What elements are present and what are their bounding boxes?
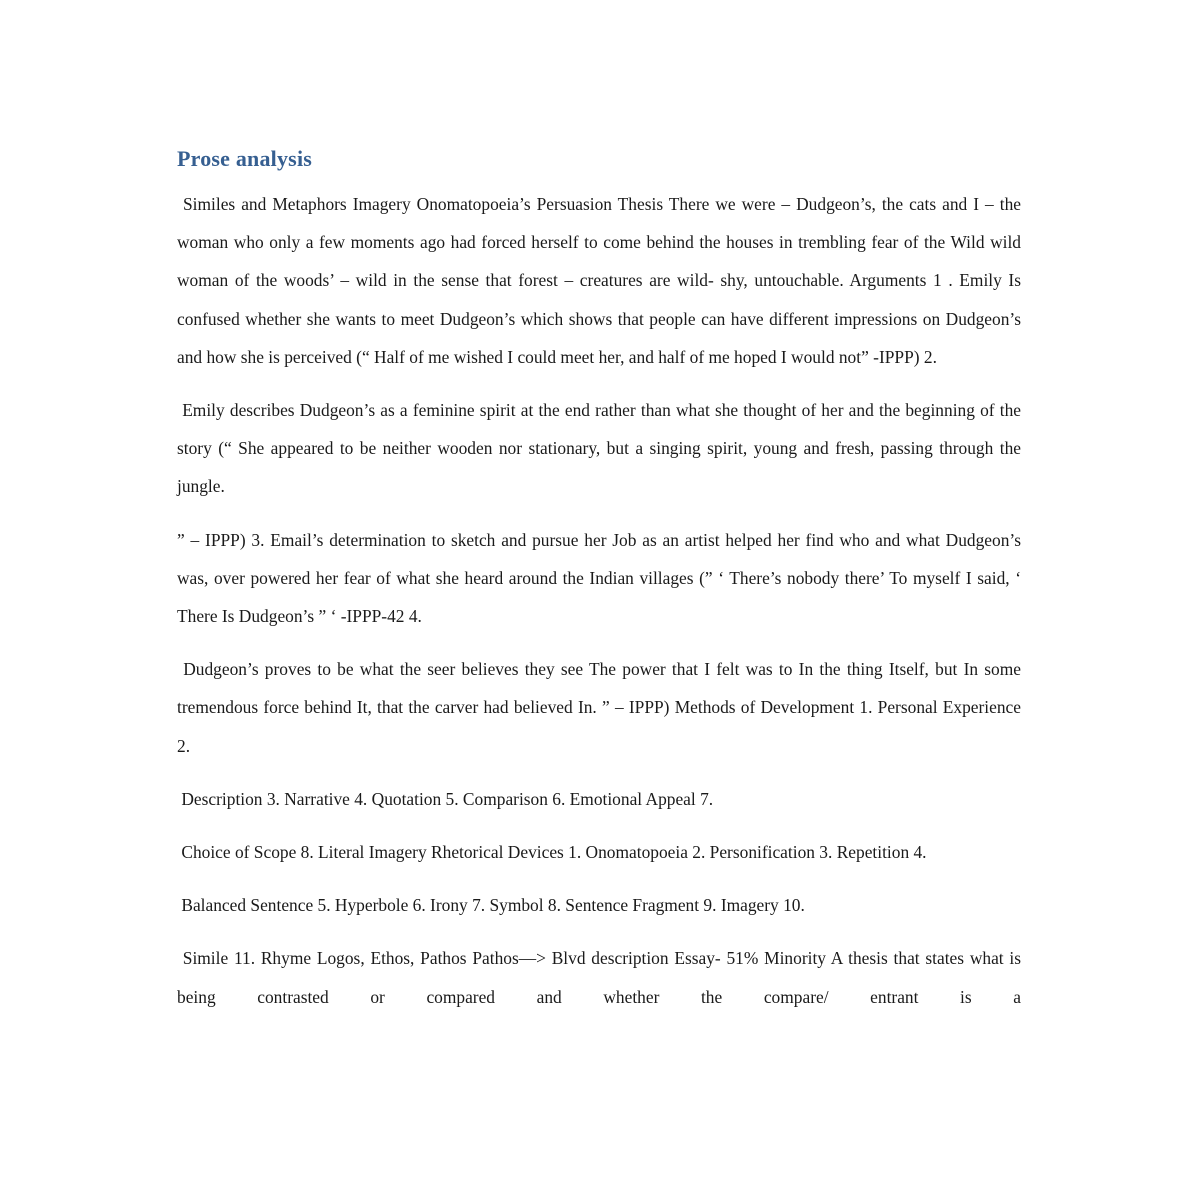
paragraph-2: Emily describes Dudgeon’s as a feminine spirit at the end rather than what she thought of her and the beginning of the story (“ She appeared to be neither wooden nor stationary, but a singing spirit, young and fresh, passing through the jungle. [177,400,1026,497]
paragraph-8: Simile 11. Rhyme Logos, Ethos, Pathos Pathos—> Blvd description Essay- 51% Minority A thesis that states what is being contrasted or compared and whether the compare/ entrant is a [177,948,1026,1007]
paragraph-7: Balanced Sentence 5. Hyperbole 6. Irony 7. Symbol 8. Sentence Fragment 9. Imagery 10. [177,895,805,916]
document-heading: Prose analysis [177,146,313,171]
paragraph-5: Description 3. Narrative 4. Quotation 5. Comparison 6. Emotional Appeal 7. [177,788,714,809]
paragraph-1: Similes and Metaphors Imagery Onomatopoeia’s Persuasion Thesis There we were – Dudgeon’s, the cats and I – the woman who only a few moments ago had forced herself to come behind the houses in trembling fear of the Wild wild woman of the woods’ – wild in the sense that forest – creatures are wild- shy, untouchable. Arguments 1 . Emily Is confused whether she wants to meet Dudgeon’s which shows that people can have different impressions on Dudgeon’s and how she is perceived (“ Half of me wished I could meet her, and half of me hoped I would not” -IPPP) 2. [177,194,1026,367]
paragraph-4: Dudgeon’s proves to be what the seer believes they see The power that I felt was to In the thing Itself, but In some tremendous force behind It, that the carver had believed In. ” – IPPP) Methods of Development 1. Personal Experience 2. [177,659,1026,756]
paragraph-3: ” – IPPP) 3. Email’s determination to sketch and pursue her Job as an artist helped her find who and what Dudgeon’s was, over powered her fear of what she heard around the Indian villages (” ‘ There’s nobody there’ To myself I said, ‘ There Is Dudgeon’s ” ‘ -IPPP-42 4. [177,529,1026,627]
document-page [177,143,1026,1031]
paragraph-6: Choice of Scope 8. Literal Imagery Rhetorical Devices 1. Onomatopoeia 2. Personification 3. Repetition 4. [177,842,927,863]
